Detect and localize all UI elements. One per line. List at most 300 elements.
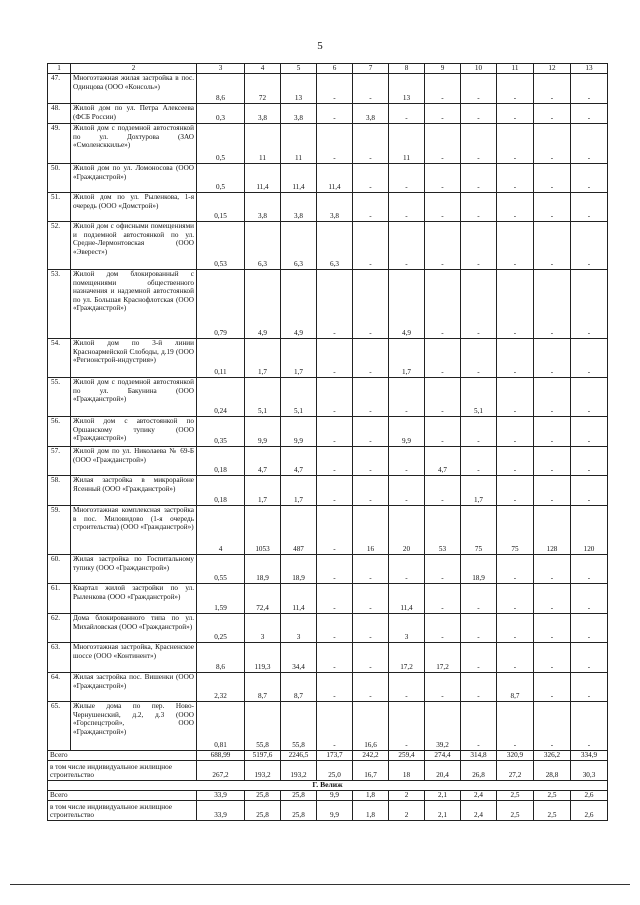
value-cell: 17,2 [425, 643, 461, 673]
value-cell: - [389, 702, 425, 751]
value-cell: - [571, 417, 608, 447]
value-cell: - [317, 506, 353, 555]
object-name: Жилой дом по ул. Петра Алексеева (ФСБ России) [71, 104, 197, 124]
value-cell: - [425, 614, 461, 643]
value-cell: 2,5 [497, 801, 534, 821]
value-cell: 39,2 [425, 702, 461, 751]
value-cell: - [534, 673, 571, 702]
table-row [48, 270, 608, 339]
value-cell: - [317, 104, 353, 124]
value-cell: 242,2 [353, 751, 389, 761]
value-cell: - [389, 673, 425, 702]
object-name: Жилой дом по ул. Ломоносова (ООО «Гражданстрой») [71, 164, 197, 193]
object-name: Квартал жилой застройки по ул. Рыленкова (ООО «Гражданстрой») [71, 584, 197, 614]
value-cell: 13 [281, 74, 317, 104]
value-cell: 0,35 [197, 417, 245, 447]
value-cell: - [317, 673, 353, 702]
value-cell: - [534, 702, 571, 751]
value-cell: - [571, 124, 608, 164]
value-cell: 16,6 [353, 702, 389, 751]
value-cell: - [461, 270, 497, 339]
value-cell: - [497, 193, 534, 222]
value-cell: 0,79 [197, 270, 245, 339]
value-cell: - [425, 378, 461, 417]
row-number: 56. [48, 417, 71, 447]
row-number: 51. [48, 193, 71, 222]
value-cell: - [571, 339, 608, 378]
value-cell: 4,7 [281, 447, 317, 476]
value-cell: 0,81 [197, 702, 245, 751]
value-cell: 688,99 [197, 751, 245, 761]
value-cell: - [534, 614, 571, 643]
row-number: 60. [48, 555, 71, 584]
value-cell: 11,4 [281, 164, 317, 193]
housing-construction-table [47, 63, 608, 821]
value-cell: 0,5 [197, 124, 245, 164]
object-name: Многоэтажная комплексная застройка в пос. Миловидово (1-я очередь строительства) (ООО «Гражданстрой») [71, 506, 197, 555]
column-header: 6 [317, 64, 353, 74]
column-header: 5 [281, 64, 317, 74]
value-cell: 3 [389, 614, 425, 643]
value-cell: 18,9 [461, 555, 497, 584]
value-cell: - [389, 447, 425, 476]
value-cell: 4,9 [389, 270, 425, 339]
value-cell: 2,6 [571, 791, 608, 801]
value-cell: 11,4 [389, 584, 425, 614]
value-cell: 5,1 [461, 378, 497, 417]
value-cell: 9,9 [317, 791, 353, 801]
row-number: 62. [48, 614, 71, 643]
value-cell: - [317, 124, 353, 164]
page-number: 5 [317, 40, 323, 52]
value-cell: - [571, 702, 608, 751]
value-cell: 30,3 [571, 761, 608, 781]
object-name: Жилая застройка пос. Вишенки (ООО «Гражданстрой») [71, 673, 197, 702]
value-cell: - [497, 584, 534, 614]
value-cell: - [461, 74, 497, 104]
value-cell: 13 [389, 74, 425, 104]
row-number: 58. [48, 476, 71, 506]
object-name: Многоэтажная жилая застройка в пос. Одинцова (ООО «Консоль») [71, 74, 197, 104]
totals-row [48, 751, 608, 761]
value-cell: 8,7 [281, 673, 317, 702]
value-cell: - [571, 104, 608, 124]
value-cell: - [497, 270, 534, 339]
value-cell: 33,9 [197, 801, 245, 821]
row-number: 61. [48, 584, 71, 614]
column-header: 10 [461, 64, 497, 74]
value-cell: 8,7 [497, 673, 534, 702]
value-cell: 120 [571, 506, 608, 555]
object-name: Жилая застройка в микрорайоне Ясенный (ООО «Гражданстрой») [71, 476, 197, 506]
value-cell: - [353, 614, 389, 643]
value-cell: 193,2 [245, 761, 281, 781]
value-cell: 0,15 [197, 193, 245, 222]
value-cell: 1,59 [197, 584, 245, 614]
value-cell: 2,1 [425, 791, 461, 801]
value-cell: - [534, 476, 571, 506]
value-cell: 1053 [245, 506, 281, 555]
value-cell: 2,4 [461, 801, 497, 821]
value-cell: - [425, 124, 461, 164]
value-cell: - [425, 104, 461, 124]
value-cell: 0,3 [197, 104, 245, 124]
column-header: 11 [497, 64, 534, 74]
value-cell: - [461, 584, 497, 614]
value-cell: 3,8 [245, 104, 281, 124]
value-cell: 1,7 [245, 476, 281, 506]
value-cell: - [425, 164, 461, 193]
value-cell: - [389, 476, 425, 506]
value-cell: 75 [461, 506, 497, 555]
table-row [48, 584, 608, 614]
row-label: Всего [48, 791, 197, 801]
row-number: 57. [48, 447, 71, 476]
value-cell: 11,4 [317, 164, 353, 193]
value-cell: - [534, 104, 571, 124]
value-cell: - [461, 702, 497, 751]
value-cell: 2,4 [461, 791, 497, 801]
value-cell: 25,8 [245, 801, 281, 821]
value-cell: - [497, 378, 534, 417]
value-cell: 25,0 [317, 761, 353, 781]
value-cell: 3 [245, 614, 281, 643]
value-cell: 25,8 [281, 791, 317, 801]
value-cell: 0,24 [197, 378, 245, 417]
value-cell: 0,18 [197, 447, 245, 476]
value-cell: - [425, 555, 461, 584]
value-cell: - [497, 124, 534, 164]
value-cell: - [571, 614, 608, 643]
table-row [48, 193, 608, 222]
value-cell: 75 [497, 506, 534, 555]
value-cell: 2 [389, 791, 425, 801]
value-cell: - [317, 339, 353, 378]
value-cell: - [317, 555, 353, 584]
value-cell: 72 [245, 74, 281, 104]
row-number: 50. [48, 164, 71, 193]
value-cell: 259,4 [389, 751, 425, 761]
row-number: 49. [48, 124, 71, 164]
value-cell: - [317, 447, 353, 476]
value-cell: 0,25 [197, 614, 245, 643]
value-cell: - [425, 270, 461, 339]
value-cell: - [534, 193, 571, 222]
value-cell: 9,9 [389, 417, 425, 447]
value-cell: 320,9 [497, 751, 534, 761]
value-cell: 3,8 [281, 193, 317, 222]
value-cell: - [425, 476, 461, 506]
column-header: 9 [425, 64, 461, 74]
column-header: 13 [571, 64, 608, 74]
value-cell: - [461, 164, 497, 193]
row-number: 53. [48, 270, 71, 339]
value-cell: - [534, 74, 571, 104]
table-row [48, 702, 608, 751]
value-cell: - [317, 614, 353, 643]
value-cell: 2,5 [534, 791, 571, 801]
value-cell: 1,7 [281, 339, 317, 378]
value-cell: - [425, 222, 461, 270]
value-cell: - [571, 193, 608, 222]
value-cell: - [497, 417, 534, 447]
value-cell: - [389, 222, 425, 270]
value-cell: - [534, 643, 571, 673]
value-cell: 3,8 [245, 193, 281, 222]
value-cell: - [317, 476, 353, 506]
object-name: Жилой дом с подземной автостоянкой по ул. Дохтурова (ЗАО «Смоленсккилье») [71, 124, 197, 164]
row-label: в том числе индивидуальное жилищное строительство [48, 801, 197, 821]
value-cell: - [571, 673, 608, 702]
value-cell: 5,1 [281, 378, 317, 417]
value-cell: 1,7 [281, 476, 317, 506]
value-cell: - [317, 584, 353, 614]
value-cell: - [425, 417, 461, 447]
value-cell: 28,8 [534, 761, 571, 781]
value-cell: 1,8 [353, 801, 389, 821]
value-cell: 1,7 [389, 339, 425, 378]
value-cell: - [353, 339, 389, 378]
value-cell: 5,1 [245, 378, 281, 417]
value-cell: - [389, 555, 425, 584]
column-header: 2 [71, 64, 197, 74]
value-cell: - [571, 555, 608, 584]
row-number: 63. [48, 643, 71, 673]
value-cell: - [461, 193, 497, 222]
table-row [48, 222, 608, 270]
value-cell: 487 [281, 506, 317, 555]
value-cell: - [571, 476, 608, 506]
value-cell: - [389, 104, 425, 124]
value-cell: 17,2 [389, 643, 425, 673]
value-cell: 27,2 [497, 761, 534, 781]
value-cell: 11,4 [245, 164, 281, 193]
value-cell: 11 [281, 124, 317, 164]
row-label: в том числе индивидуальное жилищное строительство [48, 761, 197, 781]
value-cell: - [571, 74, 608, 104]
table-row [48, 643, 608, 673]
object-name: Жилой дом по ул. Рыленкова, 1-я очередь (ООО «Домстрой») [71, 193, 197, 222]
value-cell: - [534, 222, 571, 270]
value-cell: - [534, 164, 571, 193]
section-title-row [48, 781, 608, 791]
value-cell: - [497, 643, 534, 673]
value-cell: 20 [389, 506, 425, 555]
value-cell: 6,3 [281, 222, 317, 270]
value-cell: 20,4 [425, 761, 461, 781]
value-cell: - [571, 447, 608, 476]
table-row [48, 104, 608, 124]
value-cell: 0,18 [197, 476, 245, 506]
value-cell: - [497, 555, 534, 584]
value-cell: 11 [389, 124, 425, 164]
value-cell: 5197,6 [245, 751, 281, 761]
value-cell: - [571, 222, 608, 270]
value-cell: 72,4 [245, 584, 281, 614]
value-cell: 0,11 [197, 339, 245, 378]
value-cell: 3,8 [353, 104, 389, 124]
value-cell: - [353, 222, 389, 270]
value-cell: - [571, 164, 608, 193]
value-cell: 55,8 [245, 702, 281, 751]
value-cell: - [353, 193, 389, 222]
value-cell: 1,7 [461, 476, 497, 506]
value-cell: - [461, 447, 497, 476]
column-header: 1 [48, 64, 71, 74]
value-cell: - [353, 124, 389, 164]
value-cell: - [353, 476, 389, 506]
value-cell: - [461, 222, 497, 270]
value-cell: - [425, 584, 461, 614]
section-row [48, 801, 608, 821]
table-row [48, 417, 608, 447]
row-number: 52. [48, 222, 71, 270]
value-cell: - [534, 270, 571, 339]
column-header: 12 [534, 64, 571, 74]
row-number: 48. [48, 104, 71, 124]
object-name: Жилой дом по ул. Николаева № 69-Б (ООО «Гражданстрой») [71, 447, 197, 476]
value-cell: 33,9 [197, 791, 245, 801]
value-cell: - [497, 222, 534, 270]
value-cell: 34,4 [281, 643, 317, 673]
value-cell: 326,2 [534, 751, 571, 761]
object-name: Жилой дом с офисными помещениями и подземной автостоянкой по ул. Средне-Лермонтовская (ООО «Эверест») [71, 222, 197, 270]
value-cell: - [571, 270, 608, 339]
value-cell: - [497, 104, 534, 124]
footer-rule [10, 884, 630, 885]
table-row [48, 555, 608, 584]
value-cell: 274,4 [425, 751, 461, 761]
value-cell: - [317, 378, 353, 417]
table-row [48, 673, 608, 702]
value-cell: 8,6 [197, 74, 245, 104]
value-cell: 3,8 [317, 193, 353, 222]
value-cell: - [425, 339, 461, 378]
value-cell: 0,5 [197, 164, 245, 193]
value-cell: 4,7 [425, 447, 461, 476]
value-cell: 3,8 [281, 104, 317, 124]
object-name: Жилой дом с автостоянкой по Оршанскому тупику (ООО «Гражданстрой») [71, 417, 197, 447]
value-cell: 2 [389, 801, 425, 821]
object-name: Жилые дома по пер. Ново-Чернушенский, д.2, д.3 (ООО «Горспецстрой», ООО «Гражданстрой») [71, 702, 197, 751]
value-cell: 2,1 [425, 801, 461, 821]
value-cell: 18,9 [245, 555, 281, 584]
object-name: Жилой дом по 3-й линии Красноармейской Слободы, д.19 (ООО «Регионстрой-индустрия») [71, 339, 197, 378]
table-row [48, 378, 608, 417]
value-cell: 6,3 [317, 222, 353, 270]
table-row [48, 74, 608, 104]
value-cell: 9,9 [245, 417, 281, 447]
value-cell: 314,8 [461, 751, 497, 761]
value-cell: - [497, 164, 534, 193]
value-cell: - [571, 378, 608, 417]
table-row [48, 124, 608, 164]
value-cell: - [534, 555, 571, 584]
object-name: Жилая застройка по Госпитальному тупику (ООО «Гражданстрой») [71, 555, 197, 584]
section-row [48, 791, 608, 801]
row-number: 65. [48, 702, 71, 751]
table-row [48, 447, 608, 476]
value-cell: - [534, 584, 571, 614]
row-label: Всего [48, 751, 197, 761]
value-cell: 2246,5 [281, 751, 317, 761]
value-cell: - [461, 614, 497, 643]
column-header: 7 [353, 64, 389, 74]
value-cell: - [461, 417, 497, 447]
value-cell: - [389, 164, 425, 193]
value-cell: 25,8 [245, 791, 281, 801]
value-cell: 18 [389, 761, 425, 781]
value-cell: 2,5 [534, 801, 571, 821]
value-cell: - [497, 614, 534, 643]
value-cell: - [317, 74, 353, 104]
value-cell: - [497, 447, 534, 476]
row-number: 59. [48, 506, 71, 555]
value-cell: - [353, 447, 389, 476]
value-cell: - [461, 673, 497, 702]
value-cell: 128 [534, 506, 571, 555]
value-cell: - [534, 339, 571, 378]
value-cell: - [497, 702, 534, 751]
table-row [48, 339, 608, 378]
value-cell: - [389, 193, 425, 222]
object-name: Жилой дом с подземной автостоянкой по ул. Бакунина (ООО «Гражданстрой») [71, 378, 197, 417]
value-cell: - [353, 643, 389, 673]
value-cell: - [425, 673, 461, 702]
table-row [48, 164, 608, 193]
value-cell: 2,5 [497, 791, 534, 801]
value-cell: - [461, 339, 497, 378]
column-header: 8 [389, 64, 425, 74]
value-cell: 8,6 [197, 643, 245, 673]
value-cell: - [353, 417, 389, 447]
value-cell: 1,8 [353, 791, 389, 801]
value-cell: - [353, 164, 389, 193]
value-cell: - [353, 673, 389, 702]
value-cell: - [461, 124, 497, 164]
value-cell: 173,7 [317, 751, 353, 761]
value-cell: - [497, 74, 534, 104]
value-cell: - [425, 193, 461, 222]
value-cell: 4 [197, 506, 245, 555]
value-cell: 0,53 [197, 222, 245, 270]
column-header: 4 [245, 64, 281, 74]
value-cell: 0,55 [197, 555, 245, 584]
value-cell: - [353, 555, 389, 584]
value-cell: 9,9 [281, 417, 317, 447]
value-cell: 8,7 [245, 673, 281, 702]
row-number: 47. [48, 74, 71, 104]
value-cell: 2,32 [197, 673, 245, 702]
value-cell: 267,2 [197, 761, 245, 781]
row-number: 64. [48, 673, 71, 702]
value-cell: 193,2 [281, 761, 317, 781]
value-cell: 334,9 [571, 751, 608, 761]
value-cell: 6,3 [245, 222, 281, 270]
table-row [48, 614, 608, 643]
value-cell: 55,8 [281, 702, 317, 751]
value-cell: - [353, 74, 389, 104]
value-cell: - [353, 584, 389, 614]
value-cell: - [461, 643, 497, 673]
totals-row [48, 761, 608, 781]
value-cell: 119,3 [245, 643, 281, 673]
value-cell: 26,8 [461, 761, 497, 781]
object-name: Многоэтажная застройка, Красненское шоссе (ООО «Континент») [71, 643, 197, 673]
value-cell: 16 [353, 506, 389, 555]
table-row [48, 506, 608, 555]
object-name: Жилой дом блокированный с помещениями общественного назначения и надземной автостоянкой по ул. Большая Краснофлотская (ООО «Гражданстрой») [71, 270, 197, 339]
